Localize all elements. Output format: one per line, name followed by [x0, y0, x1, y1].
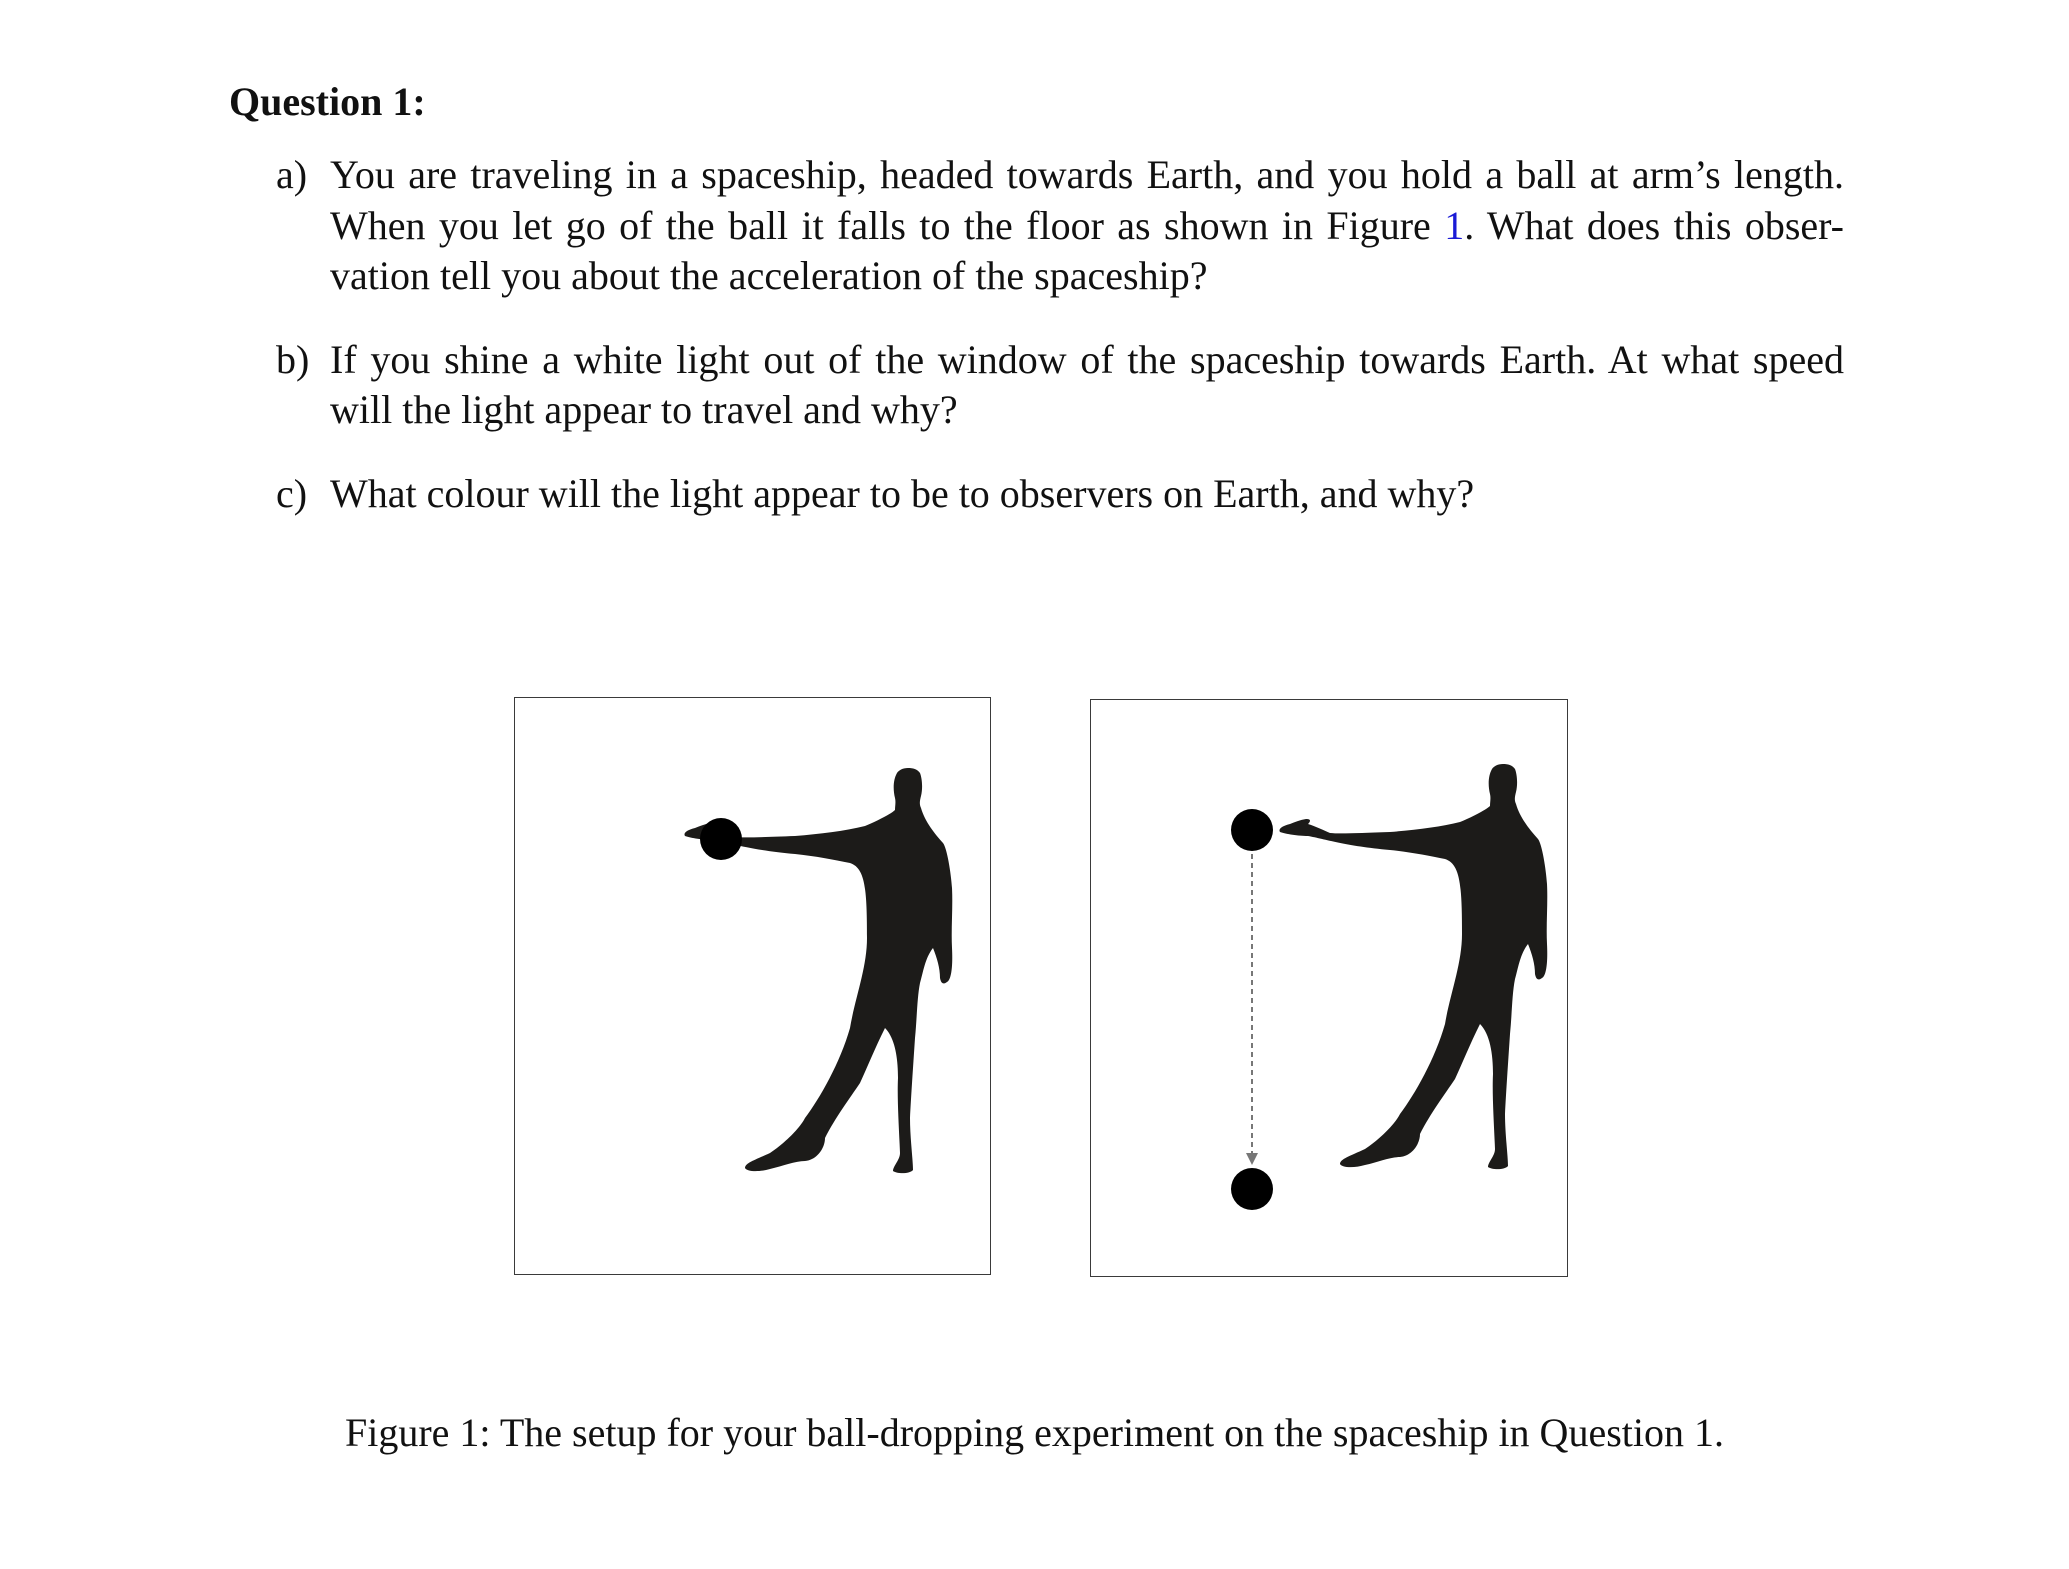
dropped-illustration — [1091, 700, 1569, 1278]
text-fragment: . What does this obser- — [1464, 202, 1844, 248]
holding-illustration — [515, 698, 992, 1276]
figure-reference-link[interactable]: 1 — [1444, 202, 1465, 248]
question-heading: Question 1: — [229, 79, 426, 124]
part-text — [330, 469, 1844, 520]
question-parts — [276, 150, 1844, 552]
figure-panel-holding — [514, 697, 991, 1275]
ball-final-position — [1231, 1168, 1273, 1210]
person-silhouette — [1279, 764, 1547, 1169]
text-line: will the light appear to travel and why? — [330, 387, 958, 432]
text-fragment: When you let go of the ball it falls to the floor as shown in Figure — [330, 202, 1445, 248]
fall-arrow-head — [1246, 1153, 1258, 1165]
part-label: a) — [276, 152, 308, 197]
text-line: If you shine a white light out of the window of the spaceship towards Earth. At what speed — [330, 336, 1844, 382]
text-line — [330, 201, 1844, 252]
question-part-b — [276, 335, 1844, 436]
figure-caption: Figure 1: The setup for your ball-dropping experiment on the spaceship in Question 1. — [345, 1410, 1724, 1455]
text-line: vation tell you about the acceleration of the spaceship? — [330, 253, 1208, 298]
part-text — [330, 150, 1844, 302]
text-line: What colour will the light appear to be to observers on Earth, and why? — [330, 470, 1475, 516]
ball — [700, 818, 742, 860]
part-text — [330, 335, 1844, 436]
figure-panel-dropped — [1090, 699, 1568, 1277]
text-line: You are traveling in a spaceship, headed towards Earth, and you hold a ball at arm’s length. — [330, 152, 1844, 197]
part-label: b) — [276, 336, 310, 382]
part-label: c) — [276, 470, 308, 516]
ball-initial-position — [1231, 809, 1273, 851]
question-part-a — [276, 150, 1844, 302]
question-part-c — [276, 469, 1844, 520]
